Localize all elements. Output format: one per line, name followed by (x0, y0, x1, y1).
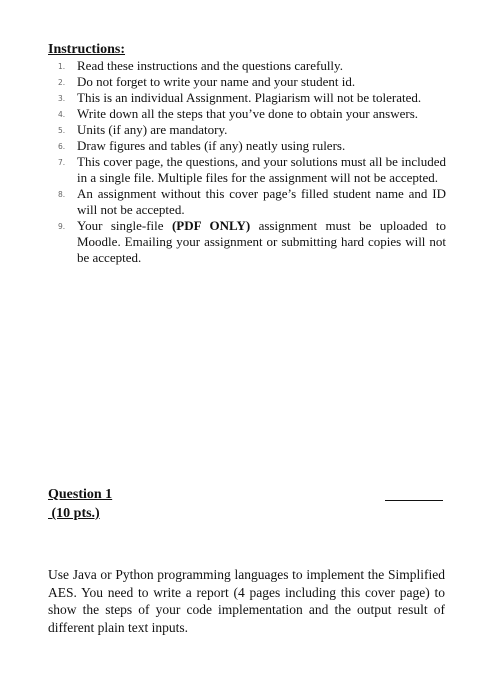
list-item-number: 4. (58, 110, 66, 119)
instructions-list (48, 58, 446, 266)
list-item (48, 122, 446, 138)
list-item-number: 8. (58, 190, 66, 199)
list-item-text: Write down all the steps that you’ve done to obtain your answers. (77, 106, 419, 121)
list-item-text: Your single-file (77, 218, 172, 233)
list-item (48, 90, 446, 106)
list-item-number: 6. (58, 142, 66, 151)
list-item-text: Read these instructions and the questions carefully. (77, 58, 343, 73)
list-item (48, 74, 446, 90)
list-item-number: 9. (58, 222, 66, 231)
list-item (48, 58, 446, 74)
list-item-text: This cover page, the questions, and your solutions must all be included in a single file. Multiple files for the assignment will not be accepted. (77, 154, 446, 185)
list-item (48, 106, 446, 122)
list-item-number: 7. (58, 158, 66, 167)
list-item (48, 186, 446, 218)
question-title: Question 1 (48, 487, 113, 502)
score-blank-line (385, 500, 443, 501)
list-item-text: An assignment without this cover page’s filled student name and ID will not be accepted. (77, 186, 446, 217)
list-item (48, 218, 446, 266)
question-body: Use Java or Python programming languages to implement the Simplified AES. You need to write a report (4 pages including this cover page) to show the steps of your code implementation and the output result of different plain text inputs. (48, 567, 445, 635)
list-item-number: 2. (58, 78, 66, 87)
list-item-emphasis: (PDF ONLY) (171, 218, 251, 233)
list-item-text: assignment must be uploaded to Moodle. Emailing your assignment or submitting hard copies will not be accepted. (77, 218, 446, 265)
list-item-text: Draw figures and tables (if any) neatly using rulers. (77, 138, 346, 153)
list-item (48, 154, 446, 186)
list-item-number: 5. (58, 126, 66, 135)
list-item-number: 3. (58, 94, 66, 103)
list-item-text: Do not forget to write your name and your student id. (77, 74, 356, 89)
list-item-number: 1. (58, 62, 66, 71)
list-item (48, 138, 446, 154)
instructions-heading: Instructions: (48, 42, 126, 57)
list-item-text: This is an individual Assignment. Plagiarism will not be tolerated. (77, 90, 422, 105)
list-item-text: Units (if any) are mandatory. (77, 122, 228, 137)
question-points: (10 pts.) (48, 506, 100, 521)
